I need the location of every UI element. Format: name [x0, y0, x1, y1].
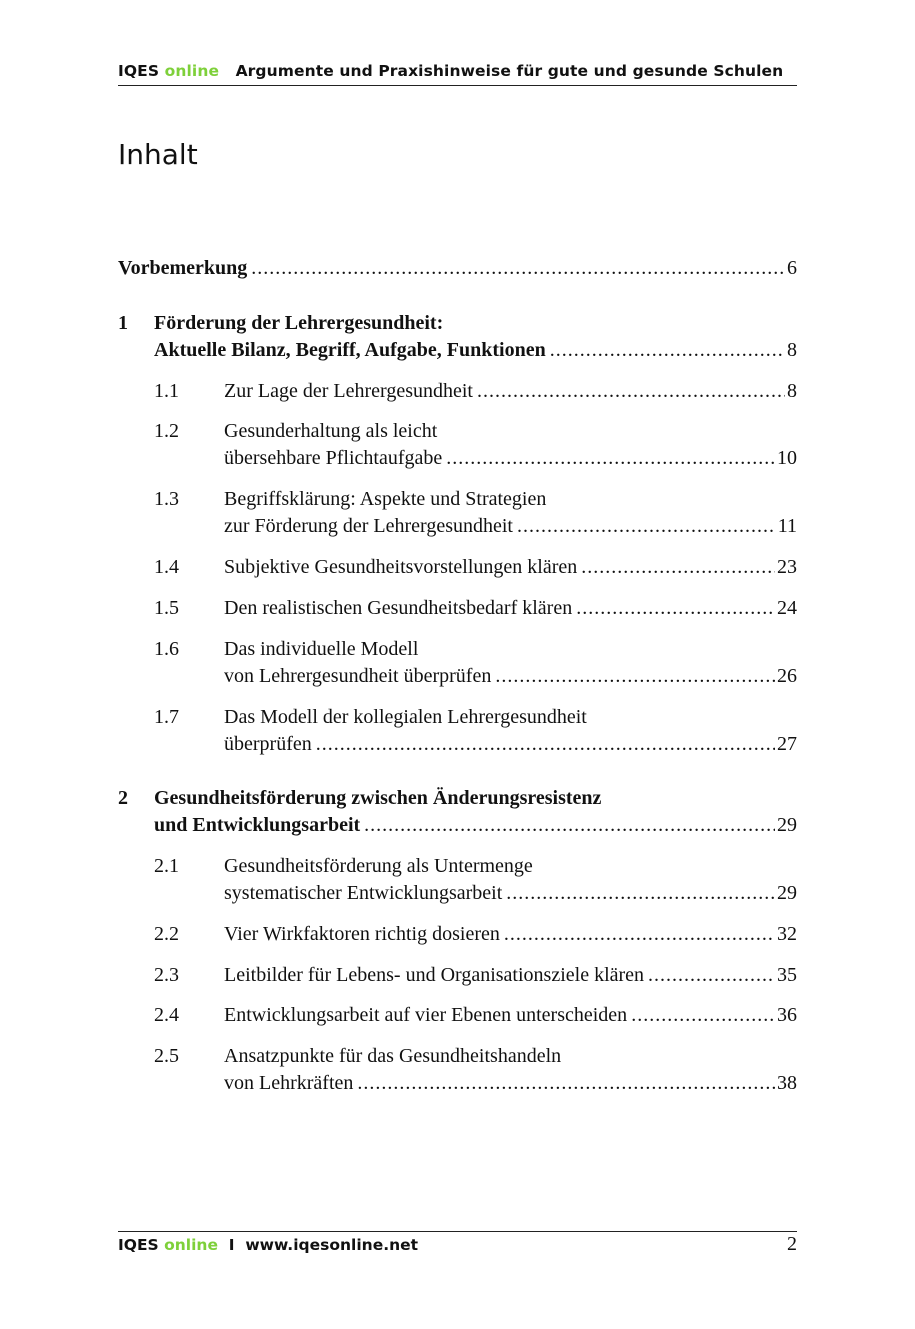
leader-dots — [477, 378, 785, 405]
section-title-line1 — [224, 704, 797, 731]
header-rule — [118, 85, 797, 86]
toc-entry-page: 36 — [777, 1004, 797, 1026]
toc-entry-section-1-3[interactable] — [224, 513, 797, 540]
toc-entry-section-1-6[interactable] — [224, 663, 797, 690]
leader-dots — [517, 513, 776, 540]
running-header — [118, 62, 797, 80]
section-title: Das Modell der kollegialen Lehrergesundheit — [224, 706, 587, 728]
leader-dots — [550, 337, 785, 364]
section-title: Begriffsklärung: Aspekte und Strategien — [224, 488, 547, 510]
chapter-number: 2 — [118, 787, 128, 809]
toc-entry-section-2-4[interactable] — [224, 1002, 797, 1029]
footer-brand-accent: online — [164, 1236, 218, 1254]
toc-entry-page: 29 — [777, 882, 797, 904]
section-title: Ansatzpunkte für das Gesundheitshandeln — [224, 1045, 562, 1067]
section-title-cont: systematischer Entwicklungsarbeit — [224, 882, 503, 904]
footer-rule — [118, 1231, 797, 1232]
leader-dots — [648, 962, 775, 989]
toc-entry-page: 29 — [777, 814, 797, 836]
toc-entry-page: 32 — [777, 923, 797, 945]
leader-dots — [576, 595, 775, 622]
chapter-title-line1 — [154, 310, 797, 337]
toc-entry-page: 23 — [777, 556, 797, 578]
section-number: 1.4 — [154, 556, 179, 578]
footer-separator: I — [228, 1236, 235, 1254]
section-title: Gesundheitsförderung als Untermenge — [224, 855, 533, 877]
section-title-line1 — [224, 486, 797, 513]
footer-brand: IQES — [118, 1236, 159, 1254]
leader-dots — [631, 1002, 775, 1029]
section-title: Vier Wirkfaktoren richtig dosieren — [224, 923, 500, 945]
section-number: 1.5 — [154, 597, 179, 619]
chapter-title-cont: und Entwicklungsarbeit — [154, 814, 361, 836]
section-title-line1 — [224, 1043, 797, 1070]
section-number: 2.3 — [154, 964, 179, 986]
section-title: Das individuelle Modell — [224, 638, 419, 660]
chapter-title-cont: Aktuelle Bilanz, Begriff, Aufgabe, Funktionen — [154, 339, 546, 361]
section-title-line1 — [224, 418, 797, 445]
leader-dots — [364, 812, 775, 839]
page-title: Inhalt — [118, 138, 198, 171]
toc-entry-page: 6 — [787, 257, 797, 279]
toc-entry-section-1-1[interactable] — [224, 378, 797, 405]
toc-entry-section-2-2[interactable] — [224, 921, 797, 948]
section-title: Gesunderhaltung als leicht — [224, 420, 438, 442]
toc-entry-page: 26 — [777, 665, 797, 687]
toc-entry-label: Vorbemerkung — [118, 257, 248, 279]
toc-entry-page: 27 — [777, 733, 797, 755]
section-number: 1.2 — [154, 420, 179, 442]
toc-entry-section-1-2[interactable] — [224, 445, 797, 472]
leader-dots — [446, 445, 775, 472]
toc-entry-page: 35 — [777, 964, 797, 986]
section-title: Entwicklungsarbeit auf vier Ebenen unterscheiden — [224, 1004, 628, 1026]
section-title-cont: zur Förderung der Lehrergesundheit — [224, 515, 513, 537]
section-title: Leitbilder für Lebens- und Organisationsziele klären — [224, 964, 645, 986]
header-subtitle: Argumente und Praxishinweise für gute und gesunde Schulen — [235, 62, 784, 80]
toc-entry-page: 8 — [787, 380, 797, 402]
running-footer — [118, 1236, 797, 1254]
section-number: 2.4 — [154, 1004, 179, 1026]
leader-dots — [251, 255, 785, 282]
chapter-number: 1 — [118, 312, 128, 334]
toc-entry-page: 38 — [777, 1072, 797, 1094]
section-number: 1.7 — [154, 706, 179, 728]
section-title-line1 — [224, 853, 797, 880]
leader-dots — [495, 663, 775, 690]
chapter-title: Gesundheitsförderung zwischen Änderungsresistenz — [154, 787, 602, 809]
toc-entry-section-1-5[interactable] — [224, 595, 797, 622]
section-title-cont: von Lehrergesundheit überprüfen — [224, 665, 492, 687]
section-title-cont: überprüfen — [224, 733, 312, 755]
toc-entry-chapter-2[interactable] — [154, 812, 797, 839]
toc-entry-chapter-1[interactable] — [154, 337, 797, 364]
toc-entry-section-2-5[interactable] — [224, 1070, 797, 1097]
toc-entry-page: 11 — [777, 515, 797, 537]
section-number: 1.1 — [154, 380, 179, 402]
toc-entry-section-1-7[interactable] — [224, 731, 797, 758]
section-number: 1.6 — [154, 638, 179, 660]
section-title: Den realistischen Gesundheitsbedarf klären — [224, 597, 573, 619]
leader-dots — [581, 554, 775, 581]
section-number: 2.2 — [154, 923, 179, 945]
toc-entry-section-2-3[interactable] — [224, 962, 797, 989]
header-brand: IQES — [118, 62, 160, 80]
toc-entry-page: 24 — [777, 597, 797, 619]
section-title: Zur Lage der Lehrergesundheit — [224, 380, 473, 402]
leader-dots — [316, 731, 775, 758]
footer-url-link[interactable]: www.iqesonline.net — [245, 1236, 419, 1254]
page-number: 2 — [787, 1233, 797, 1255]
leader-dots — [504, 921, 775, 948]
leader-dots — [506, 880, 775, 907]
toc-entry-page: 8 — [787, 339, 797, 361]
section-title-cont: von Lehrkräften — [224, 1072, 354, 1094]
section-number: 1.3 — [154, 488, 179, 510]
toc-entry-vorbemerkung[interactable] — [118, 255, 797, 282]
chapter-title: Förderung der Lehrergesundheit: — [154, 312, 444, 334]
section-title-line1 — [224, 636, 797, 663]
toc-entry-section-2-1[interactable] — [224, 880, 797, 907]
toc-entry-section-1-4[interactable] — [224, 554, 797, 581]
section-title: Subjektive Gesundheitsvorstellungen klären — [224, 556, 578, 578]
section-title-cont: übersehbare Pflichtaufgabe — [224, 447, 443, 469]
toc-entry-page: 10 — [777, 447, 797, 469]
section-number: 2.5 — [154, 1045, 179, 1067]
leader-dots — [357, 1070, 775, 1097]
section-number: 2.1 — [154, 855, 179, 877]
header-brand-accent: online — [164, 62, 220, 80]
chapter-title-line1 — [154, 785, 797, 812]
